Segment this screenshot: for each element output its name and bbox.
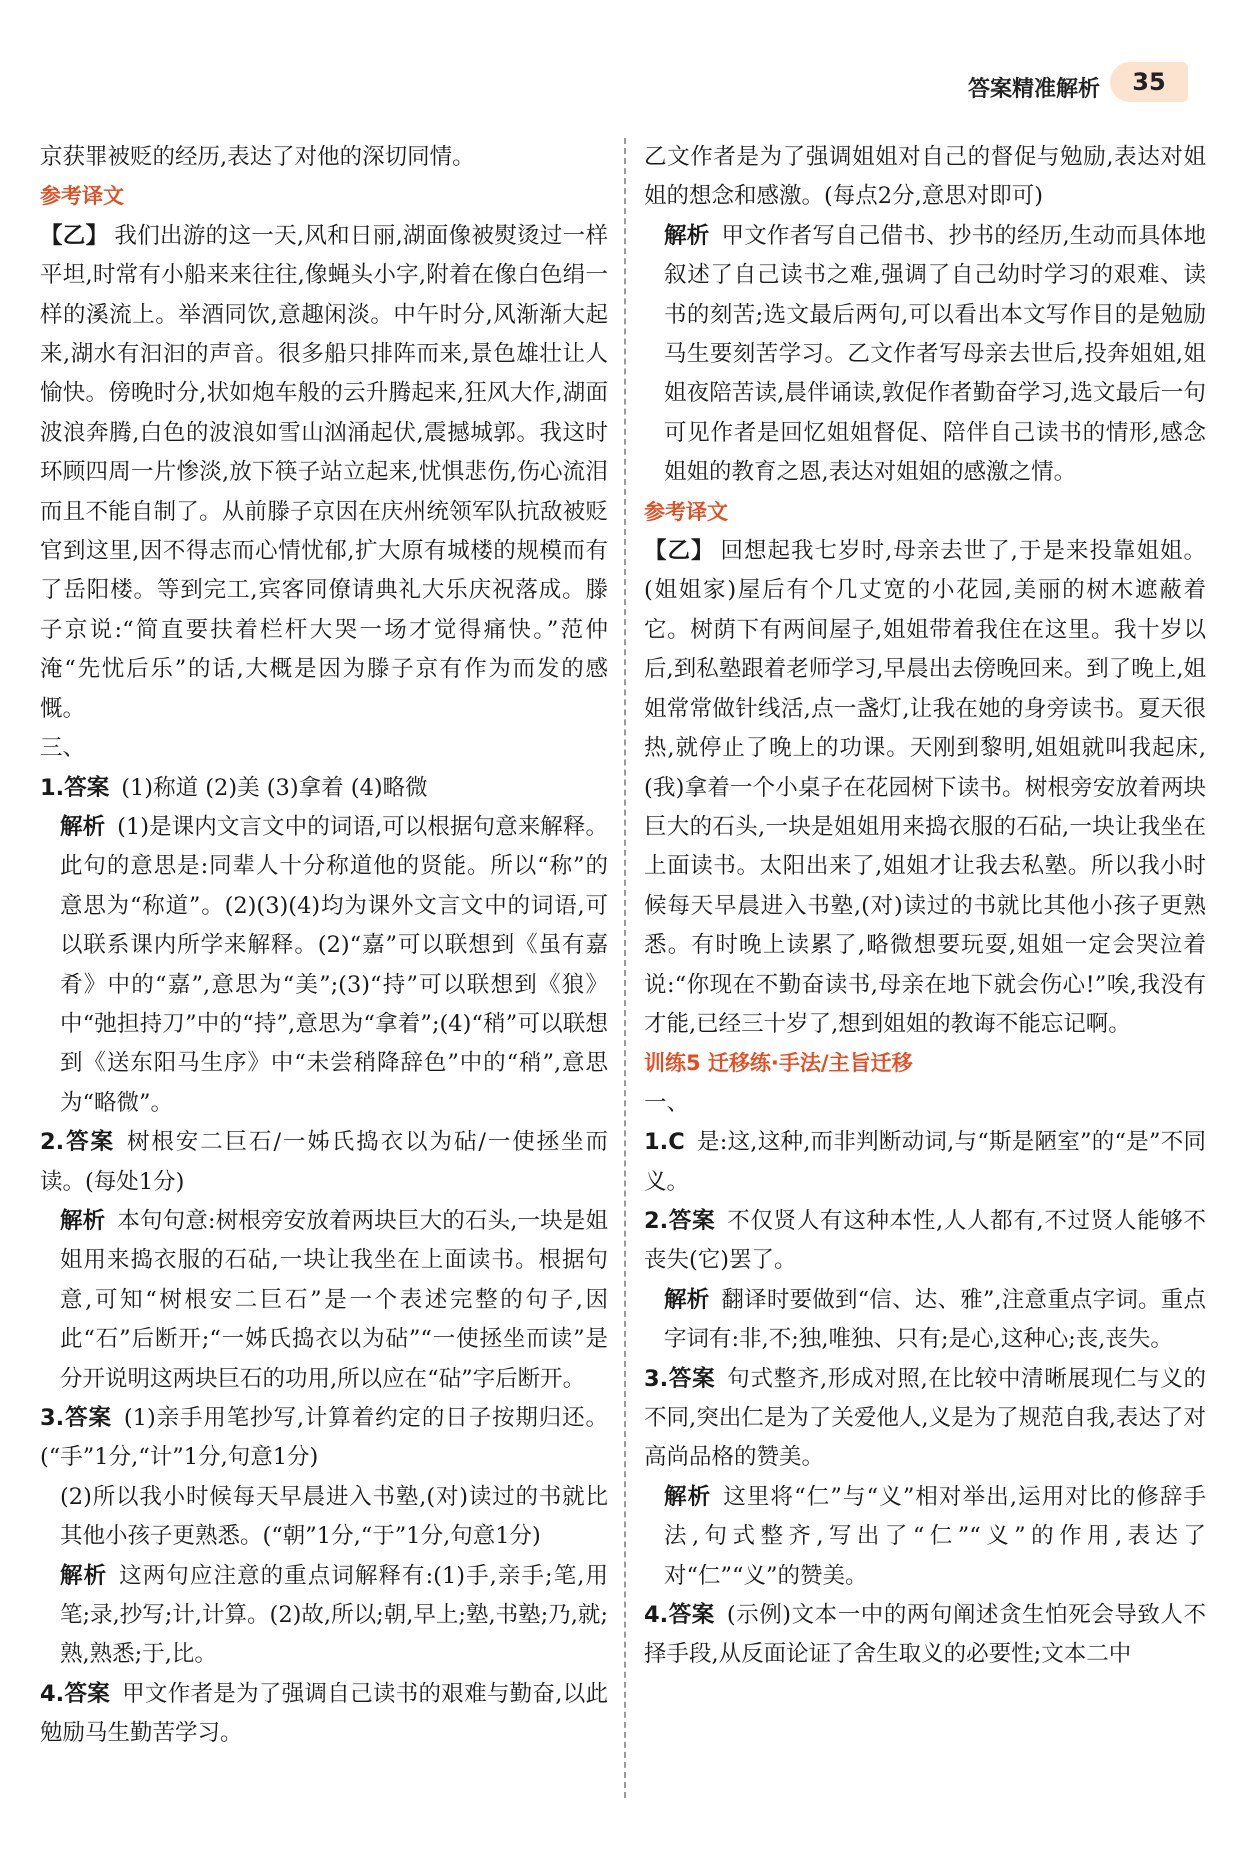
answer-text: 是:这,这种,而非判断动词,与“斯是陋室”的“是”不同义。	[644, 1129, 1206, 1195]
yi-marker: 【乙】	[40, 222, 109, 249]
question-2-analysis	[644, 1281, 1206, 1360]
answer-text: (示例)文本一中的两句阐述贪生怕死会导致人不择手段,从反面论证了舍生取义的必要性;文本二中	[644, 1602, 1206, 1668]
translation-paragraph	[644, 532, 1206, 1044]
answer-label: 答案	[668, 1365, 716, 1392]
translation-paragraph	[40, 217, 608, 729]
section-heading: 参考译文	[644, 499, 728, 524]
question-number: 4.	[644, 1602, 669, 1629]
page-header	[0, 62, 1250, 106]
question-2-answer	[644, 1202, 1206, 1281]
question-2-analysis	[40, 1202, 608, 1399]
answer-label: 答案	[668, 1207, 716, 1234]
translation-text: 我们出游的这一天,风和日丽,湖面像被熨烫过一样平坦,时常有小船来来往往,像蝇头小字,附着在像白色绢一样的溪流上。举酒同饮,意趣闲淡。中午时分,风渐渐大起来,湖水有汩汩的声音。很多船只排阵而来,景色雄壮让人愉快。傍晚时分,状如炮车般的云升腾起来,狂风大作,湖面波浪奔腾,白色的波浪如雪山汹涌起伏,震撼城郭。我这时环顾四周一片惨淡,放下筷子站立起来,忧惧悲伤,伤心流泪而且不能自制了。从前滕子京因在庆州统领军队抗敌被贬官到这里,因不得志而心情忧郁,扩大原有城楼的规模而有了岳阳楼。等到完工,宾客同僚请典礼大乐庆祝落成。滕子京说:“简直要扶着栏杆大哭一场才觉得痛快。”范仲淹“先忧后乐”的话,大概是因为滕子京有作为而发的感慨。	[40, 222, 608, 722]
training-heading: 训练5 迁移练·手法/主旨迁移	[644, 1051, 913, 1076]
analysis-label: 解析	[60, 813, 106, 840]
question-1-answer	[644, 1123, 1206, 1202]
question-3-analysis	[644, 1478, 1206, 1596]
translation-text: 回想起我七岁时,母亲去世了,于是来投靠姐姐。(姐姐家)屋后有个几丈宽的小花园,美丽的树木遮蔽着它。树荫下有两间屋子,姐姐带着我住在这里。我十岁以后,到私塾跟着老师学习,早晨出去傍晚回来。到了晚上,姐姐常常做针线活,点一盏灯,让我在她的身旁读书。夏天很热,就停止了晚上的功课。天刚到黎明,姐姐就叫我起床,(我)拿着一个小桌子在花园树下读书。树根旁安放着两块巨大的石头,一块是姐姐用来捣衣服的石砧,一块让我坐在上面读书。太阳出来了,姐姐才让我去私塾。所以我小时候每天早晨进入书塾,(对)读过的书就比其他小孩子更熟悉。有时晚上读累了,略微想要玩耍,姐姐一定会哭泣着说:“你现在不勤奋读书,母亲在地下就会伤心!”唉,我没有才能,已经三十岁了,想到姐姐的教诲不能忘记啊。	[644, 538, 1206, 1037]
question-number: 4.	[40, 1680, 65, 1707]
analysis	[644, 217, 1206, 493]
paragraph: 京获罪被贬的经历,表达了对他的深切同情。	[40, 144, 475, 170]
question-3-answer-part2: (2)所以我小时候每天早晨进入书塾,(对)读过的书就比其他小孩子更熟悉。(“朝”1分,“于”1分,句意1分)	[60, 1483, 608, 1550]
answer-label: 答案	[64, 774, 110, 801]
answer-text: 不仅贤人有这种本性,人人都有,不过贤人能够不丧失(它)罢了。	[644, 1207, 1206, 1274]
header-title: 答案精准解析	[967, 77, 1100, 102]
paragraph: 乙文作者是为了强调姐姐对自己的督促与勉励,表达对姐姐的想念和感激。(每点2分,意思对即可)	[644, 144, 1206, 210]
yi-marker: 【乙】	[644, 538, 715, 565]
question-number: 1.	[644, 1129, 669, 1156]
question-number: 1.	[40, 774, 65, 801]
question-4-answer	[40, 1675, 608, 1754]
question-3-analysis	[40, 1557, 608, 1675]
question-number: 2.	[40, 1129, 65, 1156]
answer-label: 答案	[64, 1680, 111, 1707]
question-1-answer	[40, 769, 608, 808]
analysis-text: 这里将“仁”与“义”相对举出,运用对比的修辞手法,句式整齐,写出了“仁”“义”的作用,表达了对“仁”“义”的赞美。	[664, 1483, 1206, 1589]
answer-text: 句式整齐,形成对照,在比较中清晰展现仁与义的不同,突出仁是为了关爱他人,义是为了规范自我,表达了对高尚品格的赞美。	[644, 1365, 1206, 1471]
analysis-text: (1)是课内文言文中的词语,可以根据句意来解释。此句的意思是:同辈人十分称道他的贤能。所以“称”的意思为“称道”。(2)(3)(4)均为课外文言文中的词语,可以联系课内所学来解释。(2)“嘉”可以联想到《虽有嘉肴》中的“嘉”,意思为“美”;(3)“持”可以联想到《狼》中“弛担持刀”中的“持”,意思为“拿着”;(4)“稍”可以联想到《送东阳马生序》中“未尝稍降辞色”中的“稍”,意思为“略微”。	[60, 813, 608, 1116]
question-number: 3.	[644, 1365, 669, 1392]
analysis-text: 这两句应注意的重点词解释有:(1)手,亲手;笔,用笔;录,抄写;计,计算。(2)故,所以;朝,早上;塾,书塾;乃,就;熟,熟悉;于,比。	[60, 1562, 608, 1668]
analysis-text: 翻译时要做到“信、达、雅”,注意重点字词。重点字词有:非,不;独,唯独、只有;是心,这种心;丧,丧失。	[664, 1286, 1206, 1353]
analysis-text: 本句句意:树根旁安放着两块巨大的石头,一块是姐姐用来捣衣服的石砧,一块让我坐在上面读书。根据句意,可知“树根安二巨石”是一个表述完整的句子,因此“石”后断开;“一姊氏捣衣以为砧”“一使拯坐而读”是分开说明这两块巨石的功用,所以应在“砧”字后断开。	[60, 1207, 608, 1392]
section-heading: 参考译文	[40, 184, 124, 209]
answer-text: (1)称道 (2)美 (3)拿着 (4)略微	[121, 774, 428, 801]
question-4-answer	[644, 1596, 1206, 1675]
question-number: 3.	[40, 1405, 65, 1431]
question-1-analysis	[40, 808, 608, 1123]
question-3-answer	[40, 1399, 608, 1478]
answer-label: 答案	[668, 1602, 715, 1629]
answer-text: (1)亲手用笔抄写,计算着约定的日子按期归还。(“手”1分,“计”1分,句意1分)	[40, 1405, 608, 1471]
right-column	[644, 138, 1206, 1798]
question-number: 2.	[644, 1207, 669, 1234]
answer-label: C	[668, 1129, 685, 1156]
analysis-label: 解析	[60, 1562, 108, 1589]
answer-label: 答案	[64, 1405, 112, 1431]
section-number: 一、	[644, 1089, 690, 1116]
answer-label: 答案	[64, 1129, 115, 1156]
page-number: 35	[1110, 62, 1188, 102]
question-2-answer	[40, 1123, 608, 1202]
column-divider	[624, 138, 626, 1798]
question-3-answer	[644, 1360, 1206, 1478]
analysis-label: 解析	[60, 1207, 106, 1234]
analysis-label: 解析	[664, 1286, 710, 1313]
analysis-label: 解析	[664, 222, 710, 249]
analysis-label: 解析	[664, 1483, 712, 1510]
answer-text: 甲文作者是为了强调自己读书的艰难与勤奋,以此勉励马生勤苦学习。	[40, 1680, 608, 1747]
analysis-text: 甲文作者写自己借书、抄书的经历,生动而具体地叙述了自己读书之难,强调了自己幼时学习的艰难、读书的刻苦;选文最后两句,可以看出本文写作目的是勉励马生要刻苦学习。乙文作者写母亲去世后,投奔姐姐,姐姐夜陪苦读,晨伴诵读,敦促作者勤奋学习,选文最后一句可见作者是回忆姐姐督促、陪伴自己读书的情形,感念姐姐的教育之恩,表达对姐姐的感激之情。	[664, 222, 1206, 486]
left-column	[40, 138, 608, 1798]
section-number: 三、	[40, 735, 86, 762]
answer-text: 树根安二巨石/一姊氏捣衣以为砧/一使拯坐而读。(每处1分)	[40, 1129, 608, 1195]
